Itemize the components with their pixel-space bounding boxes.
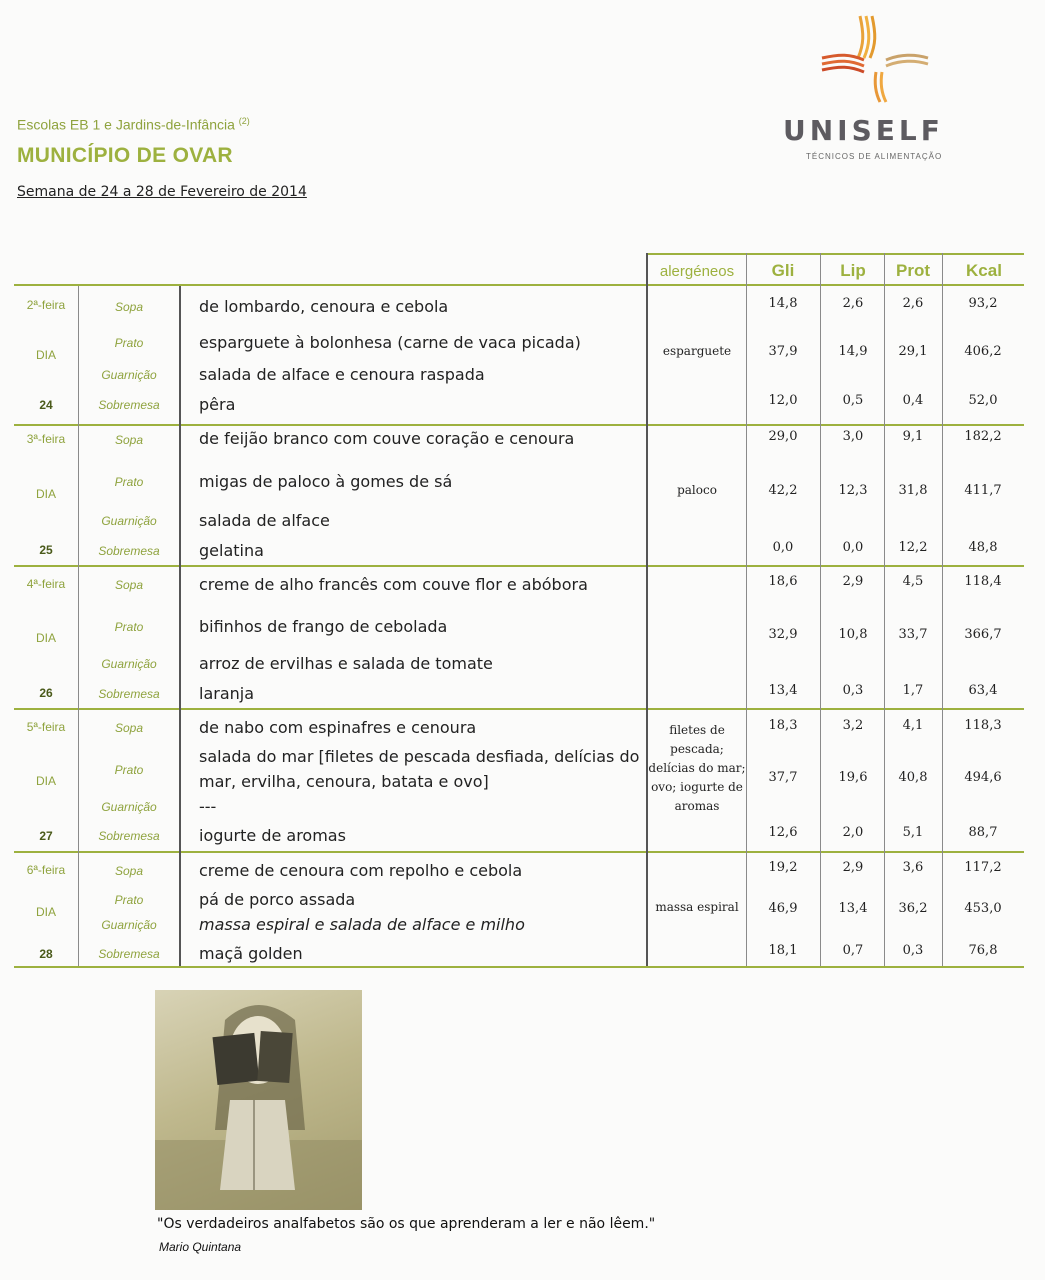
- day-number: 24: [39, 398, 53, 412]
- course-guarnicao: Guarnição: [101, 918, 157, 932]
- prot-value: 9,1: [902, 429, 924, 444]
- course-sobremesa: Sobremesa: [98, 947, 160, 961]
- dish-sobremesa: laranja: [199, 684, 255, 703]
- kcal-value: 453,0: [964, 901, 1002, 916]
- day-word: DIA: [35, 905, 56, 919]
- column-kcal: Kcal: [966, 261, 1002, 280]
- prot-value: 31,8: [898, 483, 928, 498]
- column-allergens: alergéneos: [659, 263, 735, 280]
- gli-value: 32,9: [768, 627, 798, 642]
- kcal-value: 63,4: [968, 683, 998, 698]
- course-sobremesa: Sobremesa: [98, 544, 160, 558]
- gli-value: 37,9: [768, 344, 798, 359]
- week-range: Semana de 24 a 28 de Fevereiro de 2014: [17, 184, 307, 200]
- lip-value: 0,7: [842, 943, 864, 958]
- lip-value: 13,4: [838, 901, 868, 916]
- gli-value: 12,6: [768, 825, 798, 840]
- lip-value: 10,8: [838, 627, 868, 642]
- gli-value: 18,3: [768, 718, 798, 733]
- dish-prato: bifinhos de frango de cebolada: [199, 617, 448, 636]
- kcal-value: 406,2: [964, 344, 1002, 359]
- allergens: esparguete: [662, 344, 732, 358]
- course-sobremesa: Sobremesa: [98, 829, 160, 843]
- prot-value: 12,2: [898, 540, 928, 555]
- logo-name: UNISELF: [783, 114, 944, 147]
- column-lip: Lip: [840, 261, 866, 280]
- dish-prato: migas de paloco à gomes de sá: [199, 472, 453, 491]
- course-sopa: Sopa: [114, 864, 144, 878]
- dish-sopa: de feijão branco com couve coração e cenoura: [199, 429, 575, 448]
- lip-value: 14,9: [838, 344, 868, 359]
- kcal-value: 118,3: [964, 718, 1002, 733]
- gli-value: 12,0: [768, 393, 798, 408]
- weekday: 4ª-feira: [26, 577, 66, 591]
- prot-value: 0,4: [902, 393, 924, 408]
- lip-value: 3,2: [842, 718, 864, 733]
- day-number: 27: [39, 829, 53, 843]
- allergens: filetes de pescada; delícias do mar; ovo; iogurte de aromas: [648, 723, 746, 813]
- girl-with-book-icon: [155, 990, 362, 1210]
- course-guarnicao: Guarnição: [101, 800, 157, 814]
- dish-guarnicao: salada de alface e cenoura raspada: [199, 365, 485, 384]
- lip-value: 19,6: [838, 770, 868, 785]
- dish-sopa: creme de cenoura com repolho e cebola: [199, 861, 523, 880]
- kcal-value: 117,2: [964, 860, 1002, 875]
- course-sopa: Sopa: [114, 578, 144, 592]
- gli-value: 18,1: [768, 943, 798, 958]
- day-number: 26: [39, 686, 53, 700]
- column-prot: Prot: [896, 261, 930, 280]
- day-number: 28: [39, 947, 53, 961]
- dish-sopa: creme de alho francês com couve flor e abóbora: [199, 575, 588, 594]
- lip-value: 2,9: [842, 574, 864, 589]
- dish-guarnicao: salada de alface: [199, 511, 330, 530]
- kcal-value: 76,8: [968, 943, 998, 958]
- lip-value: 0,5: [842, 393, 864, 408]
- prot-value: 3,6: [902, 860, 924, 875]
- lip-value: 12,3: [838, 483, 868, 498]
- prot-value: 40,8: [898, 770, 928, 785]
- dish-sopa: de lombardo, cenoura e cebola: [199, 297, 449, 316]
- prot-value: 1,7: [902, 683, 924, 698]
- dish-prato: esparguete à bolonhesa (carne de vaca picada): [199, 333, 581, 352]
- weekday: 3ª-feira: [26, 432, 66, 446]
- prot-value: 4,1: [902, 718, 924, 733]
- course-sobremesa: Sobremesa: [98, 687, 160, 701]
- lip-value: 2,6: [842, 296, 864, 311]
- kcal-value: 182,2: [964, 429, 1002, 444]
- gli-value: 42,2: [768, 483, 798, 498]
- dish-guarnicao: ---: [199, 797, 217, 816]
- kcal-value: 48,8: [968, 540, 998, 555]
- day-number: 25: [39, 543, 53, 557]
- school-subtitle: Escolas EB 1 e Jardins-de-Infância $^{(2)}$: [17, 116, 250, 133]
- gli-value: 19,2: [768, 860, 798, 875]
- course-sobremesa: Sobremesa: [98, 398, 160, 412]
- prot-value: 4,5: [902, 574, 924, 589]
- day-word: DIA: [35, 487, 56, 501]
- illustration-girl-reading: [155, 990, 362, 1210]
- dish-guarnicao: massa espiral e salada de alface e milho: [199, 915, 525, 934]
- prot-value: 0,3: [902, 943, 924, 958]
- weekday: 2ª-feira: [26, 298, 66, 312]
- kcal-value: 52,0: [968, 393, 998, 408]
- day-word: DIA: [35, 348, 56, 362]
- lip-value: 0,0: [842, 540, 864, 555]
- quote-text: "Os verdadeiros analfabetos são os que aprenderam a ler e não lêem.": [157, 1216, 656, 1232]
- course-prato: Prato: [114, 336, 144, 350]
- kcal-value: 494,6: [964, 770, 1002, 785]
- page-title: MUNICÍPIO DE OVAR: [17, 144, 233, 167]
- gli-value: 13,4: [768, 683, 798, 698]
- column-gli: Gli: [771, 261, 795, 280]
- kcal-value: 88,7: [968, 825, 998, 840]
- weekday: 5ª-feira: [26, 720, 66, 734]
- uniself-logo-icon: [820, 14, 930, 104]
- dish-guarnicao: arroz de ervilhas e salada de tomate: [199, 654, 493, 673]
- dish-sobremesa: pêra: [199, 395, 236, 414]
- kcal-value: 93,2: [968, 296, 998, 311]
- course-prato: Prato: [114, 763, 144, 777]
- dish-prato: pá de porco assada: [199, 890, 356, 909]
- dish-sobremesa: iogurte de aromas: [199, 826, 346, 845]
- gli-value: 18,6: [768, 574, 798, 589]
- logo-tagline: TÉCNICOS DE ALIMENTAÇÃO: [806, 152, 943, 161]
- prot-value: 36,2: [898, 901, 928, 916]
- course-sopa: Sopa: [114, 433, 144, 447]
- lip-value: 3,0: [842, 429, 864, 444]
- allergens: massa espiral: [655, 900, 739, 914]
- dish-prato: salada do mar [filetes de pescada desfiada, delícias do mar, ervilha, cenoura, batata e ovo]: [199, 747, 640, 791]
- dish-sopa: de nabo com espinafres e cenoura: [199, 718, 477, 737]
- prot-value: 5,1: [902, 825, 924, 840]
- dish-sobremesa: gelatina: [199, 541, 264, 560]
- course-sopa: Sopa: [114, 300, 144, 314]
- course-guarnicao: Guarnição: [101, 368, 157, 382]
- course-prato: Prato: [114, 893, 144, 907]
- gli-value: 37,7: [768, 770, 798, 785]
- day-word: DIA: [35, 631, 56, 645]
- gli-value: 46,9: [768, 901, 798, 916]
- course-guarnicao: Guarnição: [101, 514, 157, 528]
- course-guarnicao: Guarnição: [101, 657, 157, 671]
- course-prato: Prato: [114, 475, 144, 489]
- course-prato: Prato: [114, 620, 144, 634]
- kcal-value: 411,7: [964, 483, 1002, 498]
- gli-value: 0,0: [772, 540, 794, 555]
- dish-sobremesa: maçã golden: [199, 944, 303, 963]
- gli-value: 29,0: [768, 429, 798, 444]
- weekday: 6ª-feira: [26, 863, 66, 877]
- prot-value: 2,6: [902, 296, 924, 311]
- lip-value: 0,3: [842, 683, 864, 698]
- prot-value: 29,1: [898, 344, 928, 359]
- kcal-value: 118,4: [964, 574, 1002, 589]
- prot-value: 33,7: [898, 627, 928, 642]
- day-word: DIA: [35, 774, 56, 788]
- lip-value: 2,9: [842, 860, 864, 875]
- course-sopa: Sopa: [114, 721, 144, 735]
- kcal-value: 366,7: [964, 627, 1002, 642]
- gli-value: 14,8: [768, 296, 798, 311]
- quote-author: Mario Quintana: [159, 1240, 242, 1254]
- allergens: paloco: [677, 483, 717, 497]
- lip-value: 2,0: [842, 825, 864, 840]
